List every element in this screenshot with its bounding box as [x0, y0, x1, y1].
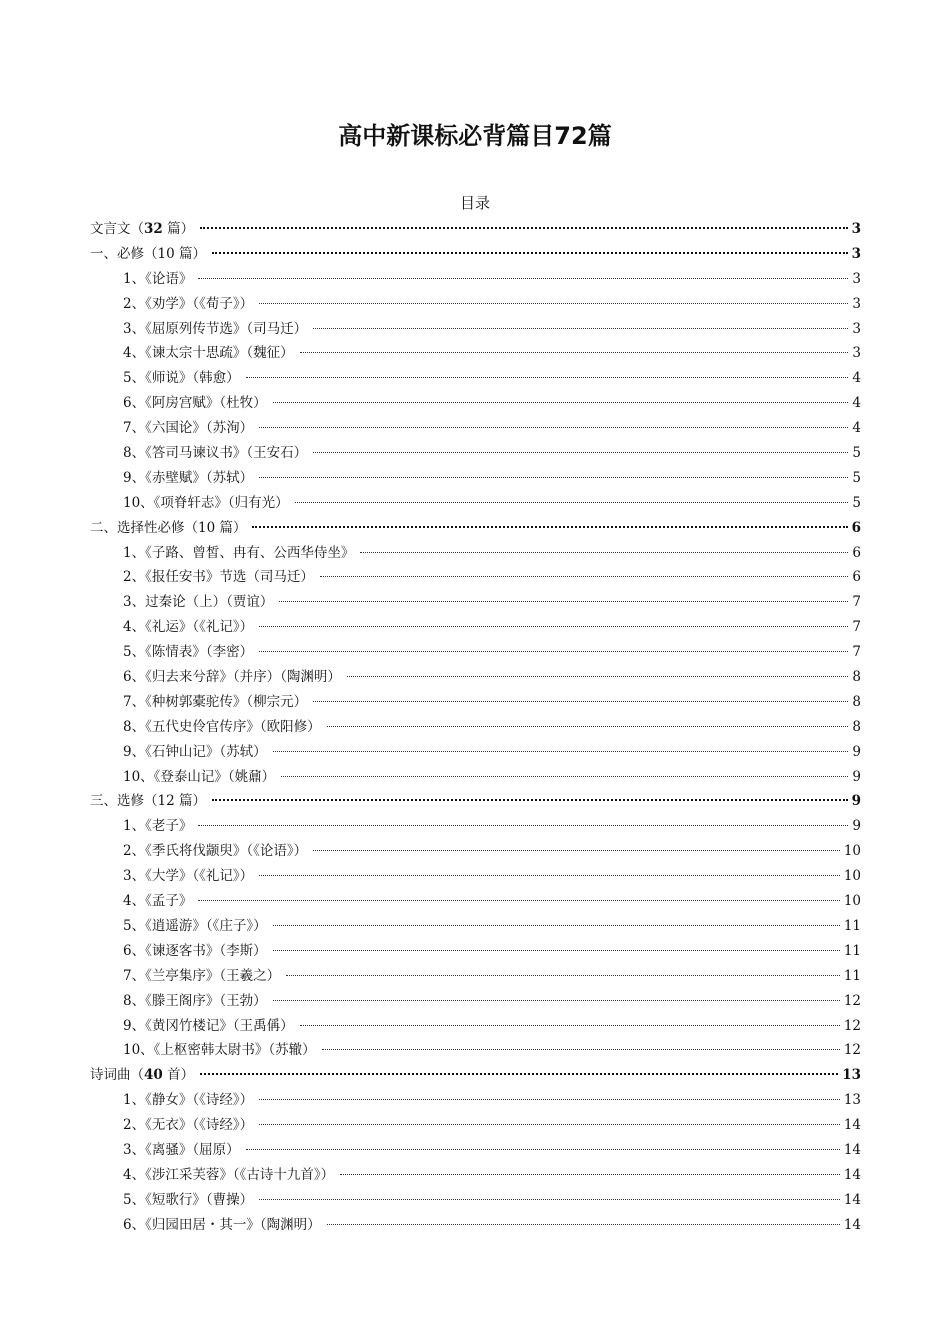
toc-entry[interactable] — [90, 441, 861, 466]
toc-entry-label-text: 3、《离骚》（屈原） — [123, 1141, 240, 1158]
toc-entry[interactable] — [90, 740, 861, 765]
toc-entry-label — [123, 914, 267, 939]
toc-page-number: 7 — [852, 594, 861, 611]
toc-entry[interactable] — [90, 715, 861, 740]
toc-entry[interactable] — [90, 565, 861, 590]
toc-page-number: 4 — [852, 395, 861, 412]
toc-entry-label-text: 6、《阿房宫赋》（杜牧） — [123, 395, 267, 412]
toc-page-number: 3 — [852, 320, 861, 337]
toc-page-number: 11 — [843, 967, 861, 984]
dot-leader — [313, 701, 848, 702]
dot-leader — [259, 651, 848, 652]
dot-leader — [286, 975, 840, 976]
document-title: 高中新课标必背篇目72篇 — [338, 122, 612, 150]
toc-entry-label-text: 2、《无衣》（《诗经》） — [123, 1117, 254, 1134]
dot-leader — [200, 227, 848, 229]
toc-entry-label-text: 5、《陈情表》（李密） — [123, 644, 254, 661]
toc-entry-label — [90, 516, 246, 541]
toc-entry-label — [123, 1138, 240, 1163]
toc-entry-label-suffix: 首） — [162, 1067, 195, 1084]
toc-entry[interactable] — [90, 1113, 861, 1138]
toc-entry-label — [123, 1014, 294, 1039]
toc-entry[interactable] — [90, 590, 861, 615]
toc-entry-label — [123, 341, 294, 366]
toc-entry-label-text: 7、《种树郭橐驼传》（柳宗元） — [123, 693, 308, 710]
toc-entry-label — [123, 740, 267, 765]
toc-page-number: 9 — [851, 793, 861, 810]
dot-leader — [198, 278, 848, 279]
toc-page-number: 3 — [852, 345, 861, 362]
toc-page-number: 12 — [843, 1042, 861, 1059]
dot-leader — [313, 328, 848, 329]
toc-entry[interactable] — [90, 839, 861, 864]
toc-page-number: 3 — [852, 270, 861, 287]
toc-entry-label-text: 诗词曲（ — [90, 1067, 144, 1084]
toc-entry[interactable] — [90, 267, 861, 292]
dot-leader — [198, 900, 839, 901]
toc-entry[interactable] — [90, 391, 861, 416]
dot-leader — [200, 1073, 838, 1075]
toc-entry-label-text: 二、选择性必修（10 篇） — [90, 519, 247, 536]
toc-entry[interactable] — [90, 939, 861, 964]
toc-entry[interactable] — [90, 989, 861, 1014]
dot-leader — [273, 751, 849, 752]
toc-entry-label-text: 4、《礼运》（《礼记》） — [123, 619, 254, 636]
toc-section-entry[interactable] — [90, 242, 861, 267]
toc-entry-label-text: 3、《大学》（《礼记》） — [123, 868, 254, 885]
dot-leader — [259, 1199, 840, 1200]
toc-entry[interactable] — [90, 491, 861, 516]
toc-page-number: 12 — [843, 1017, 861, 1034]
dot-leader — [273, 402, 849, 403]
dot-leader — [313, 452, 848, 453]
toc-entry[interactable] — [90, 690, 861, 715]
dot-leader — [273, 925, 840, 926]
toc-entry[interactable] — [90, 665, 861, 690]
toc-entry-label-text: 6、《谏逐客书》（李斯） — [123, 942, 267, 959]
toc-page-number: 13 — [842, 1067, 861, 1084]
dot-leader — [198, 825, 848, 826]
toc-page-number: 6 — [852, 569, 861, 586]
toc-entry[interactable] — [90, 640, 861, 665]
toc-entry[interactable] — [90, 416, 861, 441]
toc-entry-label — [123, 1163, 334, 1188]
toc-entry-label — [123, 391, 267, 416]
toc-entry-label-text: 2、《报任安书》节选（司马迁） — [123, 569, 314, 586]
dot-leader — [300, 1025, 840, 1026]
toc-entry-label — [123, 1113, 253, 1138]
toc-entry[interactable] — [90, 814, 861, 839]
toc-page-number: 10 — [843, 843, 861, 860]
toc-entry-label-text: 4、《孟子》 — [123, 893, 193, 910]
toc-entry[interactable] — [90, 317, 861, 342]
toc-entry-label-text: 9、《黄冈竹楼记》（王禹偁） — [123, 1017, 294, 1034]
toc-entry[interactable] — [90, 1138, 861, 1163]
toc-entry-label — [90, 242, 206, 267]
toc-entry-label-text: 8、《五代史伶官传序》（欧阳修） — [123, 718, 321, 735]
dot-leader — [259, 303, 848, 304]
toc-section-entry[interactable] — [90, 789, 861, 814]
toc-page-number: 10 — [843, 893, 861, 910]
toc-entry-label — [123, 565, 314, 590]
toc-section-entry[interactable] — [90, 217, 861, 242]
toc-page-number: 9 — [852, 743, 861, 760]
toc-entry-label — [123, 889, 192, 914]
dot-leader — [300, 352, 849, 353]
toc-entry-label — [123, 864, 253, 889]
toc-entry-label-text: 文言文（ — [90, 221, 144, 237]
toc-entry-label-text: 1、《论语》 — [123, 270, 193, 287]
toc-entry[interactable] — [90, 1038, 861, 1063]
toc-entry-label-text: 三、选修（12 篇） — [90, 793, 206, 810]
table-of-contents — [90, 217, 861, 1238]
dot-leader — [246, 377, 849, 378]
toc-entry-label-text: 7、《六国论》（苏洵） — [123, 420, 254, 437]
toc-entry-label-text: 10、《登泰山记》（姚鼐） — [123, 768, 276, 785]
toc-entry-label-text: 2、《季氏将伐颛臾》（《论语》） — [123, 843, 308, 860]
toc-page-number: 5 — [852, 494, 861, 511]
toc-entry-label — [123, 317, 307, 342]
toc-entry-label-text: 5、《师说》（韩愈） — [123, 370, 240, 387]
dot-leader — [259, 626, 848, 627]
dot-leader — [259, 427, 848, 428]
toc-page-number: 11 — [843, 942, 861, 959]
toc-entry[interactable] — [90, 341, 861, 366]
toc-page-number: 6 — [851, 519, 861, 536]
toc-entry-label — [123, 715, 321, 740]
toc-section-entry[interactable] — [90, 516, 861, 541]
dot-leader — [281, 776, 848, 777]
toc-page-number: 3 — [851, 245, 861, 262]
toc-entry-label — [123, 665, 341, 690]
toc-entry[interactable] — [90, 541, 861, 566]
toc-entry[interactable] — [90, 466, 861, 491]
toc-page-number: 6 — [852, 544, 861, 561]
dot-leader — [340, 1174, 840, 1175]
dot-leader — [322, 1049, 840, 1050]
toc-entry-label — [90, 217, 194, 242]
toc-entry-label-text: 8、《滕王阁序》（王勃） — [123, 992, 267, 1009]
toc-page-number: 13 — [843, 1092, 861, 1109]
dot-leader — [273, 950, 840, 951]
toc-entry-label — [123, 839, 307, 864]
toc-page-number: 14 — [843, 1166, 861, 1183]
toc-entry-label — [123, 292, 253, 317]
toc-entry-label — [123, 541, 354, 566]
toc-entry-label — [123, 441, 307, 466]
toc-page-number: 14 — [843, 1191, 861, 1208]
toc-page-number: 4 — [852, 370, 861, 387]
toc-page-number: 14 — [843, 1141, 861, 1158]
dot-leader — [246, 1149, 840, 1150]
toc-entry-label — [123, 366, 240, 391]
toc-entry-label — [123, 615, 253, 640]
toc-page-number: 14 — [843, 1216, 861, 1233]
toc-page-number: 8 — [852, 718, 861, 735]
toc-entry-count: 40 — [144, 1067, 163, 1084]
dot-leader — [327, 726, 849, 727]
toc-entry-label-text: 10、《项脊轩志》（归有光） — [123, 494, 289, 511]
toc-entry-count: 32 — [144, 221, 163, 237]
toc-page-number: 9 — [852, 818, 861, 835]
toc-entry-label-text: 6、《归去来兮辞》（并序）（陶渊明） — [123, 669, 341, 686]
toc-entry-label-text: 1、《老子》 — [123, 818, 193, 835]
dot-leader — [273, 1000, 840, 1001]
toc-entry-label — [123, 416, 253, 441]
dot-leader — [259, 477, 848, 478]
toc-entry-label-text: 1、《子路、曾皙、冉有、公西华侍坐》 — [123, 544, 355, 561]
toc-entry-label — [123, 690, 307, 715]
toc-page-number: 9 — [852, 768, 861, 785]
dot-leader — [360, 552, 848, 553]
dot-leader — [259, 1099, 840, 1100]
toc-entry-label-text: 10、《上枢密韩太尉书》（苏辙） — [123, 1042, 316, 1059]
toc-entry[interactable] — [90, 964, 861, 989]
toc-page-number: 3 — [851, 221, 861, 237]
toc-entry-label — [123, 765, 275, 790]
toc-entry-label-text: 5、《短歌行》（曹操） — [123, 1191, 254, 1208]
toc-entry-label — [123, 814, 192, 839]
toc-page-number: 12 — [843, 992, 861, 1009]
toc-page-number: 10 — [843, 868, 861, 885]
dot-leader — [279, 601, 848, 602]
toc-entry-label — [123, 1188, 253, 1213]
toc-page-number: 8 — [852, 669, 861, 686]
toc-entry[interactable] — [90, 1014, 861, 1039]
toc-entry-label — [123, 964, 280, 989]
dot-leader — [295, 502, 849, 503]
toc-entry[interactable] — [90, 366, 861, 391]
toc-page-number: 11 — [843, 917, 861, 934]
dot-leader — [252, 526, 847, 528]
toc-entry-label-text: 9、《石钟山记》（苏轼） — [123, 743, 267, 760]
toc-entry-label-text: 1、《静女》（《诗经》） — [123, 1092, 254, 1109]
toc-entry-label — [90, 1063, 194, 1088]
toc-entry-label-text: 7、《兰亭集序》（王羲之） — [123, 967, 281, 984]
dot-leader — [320, 576, 849, 577]
dot-leader — [259, 875, 840, 876]
toc-page-number: 3 — [852, 295, 861, 312]
toc-entry[interactable] — [90, 889, 861, 914]
toc-page-number: 7 — [852, 619, 861, 636]
toc-entry[interactable] — [90, 1188, 861, 1213]
dot-leader — [313, 850, 840, 851]
toc-entry-label-text: 4、《涉江采芙蓉》（《古诗十九首》） — [123, 1166, 335, 1183]
dot-leader — [212, 799, 848, 801]
toc-entry-label-text: 9、《赤壁赋》（苏轼） — [123, 469, 254, 486]
toc-page-number: 8 — [852, 693, 861, 710]
toc-entry-label — [123, 1213, 321, 1238]
toc-entry-label-text: 6、《归园田居・其一》（陶渊明） — [123, 1216, 321, 1233]
toc-entry[interactable] — [90, 615, 861, 640]
toc-entry-label — [123, 491, 289, 516]
toc-entry-label-text: 一、必修（10 篇） — [90, 245, 206, 262]
dot-leader — [259, 1124, 840, 1125]
toc-page-number: 5 — [852, 445, 861, 462]
toc-entry-label-text: 8、《答司马谏议书》（王安石） — [123, 445, 308, 462]
toc-entry-label — [123, 267, 192, 292]
toc-entry-label — [123, 466, 253, 491]
toc-entry-label-text: 3、《屈原列传节选》（司马迁） — [123, 320, 308, 337]
dot-leader — [347, 676, 849, 677]
toc-page-number: 14 — [843, 1117, 861, 1134]
toc-entry-label-text: 4、《谏太宗十思疏》（魏征） — [123, 345, 294, 362]
toc-entry[interactable] — [90, 1088, 861, 1113]
toc-entry-label-text: 5、《逍遥游》（《庄子》） — [123, 917, 267, 934]
toc-entry[interactable] — [90, 1213, 861, 1238]
toc-page-number: 5 — [852, 469, 861, 486]
dot-leader — [212, 252, 848, 254]
toc-entry[interactable] — [90, 864, 861, 889]
toc-entry[interactable] — [90, 765, 861, 790]
toc-entry[interactable] — [90, 292, 861, 317]
toc-page-number: 4 — [852, 420, 861, 437]
toc-entry-label — [123, 939, 267, 964]
toc-entry-label-suffix: 篇） — [162, 221, 195, 237]
toc-entry-label-text: 3、过秦论（上）（贾谊） — [123, 594, 274, 611]
toc-section-entry[interactable] — [90, 1063, 861, 1088]
toc-heading: 目录 — [459, 194, 490, 212]
toc-entry-label — [123, 989, 267, 1014]
toc-entry[interactable] — [90, 1163, 861, 1188]
toc-entry-label — [123, 1088, 253, 1113]
toc-entry-label — [90, 789, 206, 814]
dot-leader — [327, 1224, 840, 1225]
toc-page-number: 7 — [852, 644, 861, 661]
toc-entry-label — [123, 590, 273, 615]
toc-entry-label-text: 2、《劝学》（《荀子》） — [123, 295, 254, 312]
toc-entry-label — [123, 1038, 316, 1063]
toc-entry-label — [123, 640, 253, 665]
toc-entry[interactable] — [90, 914, 861, 939]
